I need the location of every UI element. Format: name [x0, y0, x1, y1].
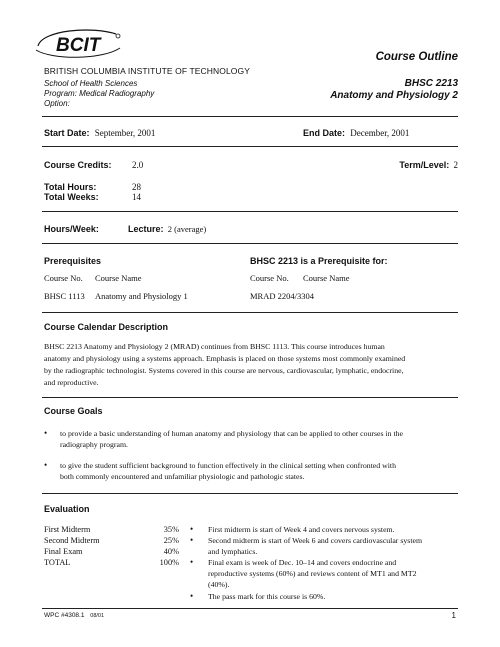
divider [42, 397, 458, 398]
term-level-value: 2 [453, 160, 458, 170]
end-date-label: End Date: [303, 128, 346, 138]
eval-label: TOTAL [44, 558, 71, 567]
bullet-icon: • [190, 524, 194, 534]
end-date [303, 128, 409, 138]
prereq-course-name: Anatomy and Physiology 1 [95, 291, 188, 301]
eval-note-line: Final exam is week of Dec. 10–14 and covers endocrine and [208, 558, 397, 567]
eval-note-line: (40%). [208, 580, 230, 589]
eval-note-line: reproductive systems (60%) and reviews content of MT1 and MT2 [208, 569, 417, 578]
prereq-for-course-no: MRAD 2204/3304 [250, 291, 314, 301]
footer-doc-number: WPC #4308.1 [44, 612, 85, 619]
lecture-label: Lecture: [128, 224, 164, 234]
prereq-col-name: Course Name [95, 273, 142, 283]
course-code: BHSC 2213 [404, 78, 458, 89]
course-credits-value: 2.0 [132, 160, 144, 170]
bullet-icon: • [190, 535, 194, 545]
bcit-logo [32, 24, 128, 64]
description-line: BHSC 2213 Anatomy and Physiology 2 (MRAD) continues from BHSC 1113. This course introduces human [44, 342, 385, 351]
total-weeks-value: 14 [132, 192, 141, 202]
prereq-course-no: BHSC 1113 [44, 291, 85, 301]
divider [42, 312, 458, 313]
prereq-for-col-no: Course No. [250, 273, 289, 283]
bullet-icon: • [44, 428, 48, 438]
eval-label: Final Exam [44, 547, 83, 556]
eval-value: 25% [163, 536, 179, 545]
end-date-value: December, 2001 [350, 128, 410, 138]
divider [42, 116, 458, 117]
prerequisites-heading: Prerequisites [44, 256, 102, 266]
course-credits-label: Course Credits: [44, 160, 112, 170]
total-weeks-label: Total Weeks: [44, 192, 99, 202]
eval-value: 100% [159, 558, 179, 567]
eval-label: First Midterm [44, 525, 91, 534]
goals-heading: Course Goals [44, 406, 103, 416]
school-name: School of Health Sciences [44, 79, 138, 88]
eval-note-line: and lymphatics. [208, 547, 258, 556]
total-hours-value: 28 [132, 182, 141, 192]
description-line: and reproductive. [44, 378, 99, 387]
eval-value: 40% [163, 547, 179, 556]
divider [42, 493, 458, 494]
goal-item-line: to give the student sufficient background to function effectively in the clinical setting when confronted with [60, 461, 396, 470]
lecture-value: 2 (average) [167, 224, 207, 234]
hours-week-label: Hours/Week: [44, 224, 99, 234]
program-name: Program: Medical Radiography [44, 89, 155, 98]
institute-name: BRITISH COLUMBIA INSTITUTE OF TECHNOLOGY [44, 66, 250, 76]
option-label: Option: [44, 99, 70, 108]
divider [42, 211, 458, 212]
description-line: by the radiographic technologist. Systems covered in this course are nervous, cardiovascular, lymphatic, endocrine, [44, 366, 404, 375]
bullet-icon: • [44, 460, 48, 470]
eval-note-line: First midterm is start of Week 4 and covers nervous system. [208, 525, 395, 534]
prerequisite-for-heading: BHSC 2213 is a Prerequisite for: [250, 256, 388, 266]
page-number: 1 [451, 611, 456, 620]
bullet-icon: • [190, 557, 194, 567]
divider [42, 146, 458, 147]
prereq-col-no: Course No. [44, 273, 83, 283]
divider [42, 608, 458, 609]
doc-type-title: Course Outline [375, 51, 458, 63]
description-line: anatomy and physiology using a systems approach. Emphasis is placed on those systems most commonly examined [44, 354, 406, 363]
eval-note-line: The pass mark for this course is 60%. [208, 592, 326, 601]
lecture-hours [128, 224, 206, 234]
course-title: Anatomy and Physiology 2 [330, 90, 458, 101]
goal-item-line: to provide a basic understanding of human anatomy and physiology that can be applied to other courses in the [60, 429, 403, 438]
footer-doc-id [44, 612, 104, 619]
goal-item-line: both commonly encountered and unfamiliar physiologic and pathologic states. [60, 472, 305, 481]
evaluation-heading: Evaluation [44, 504, 90, 514]
start-date-label: Start Date: [44, 128, 90, 138]
start-date [44, 128, 155, 138]
term-level-label: Term/Level: [399, 160, 450, 170]
term-level [399, 160, 458, 170]
footer-date: 08/01 [90, 613, 105, 619]
logo-text: BCIT [56, 35, 101, 56]
description-heading: Course Calendar Description [44, 322, 169, 332]
eval-value: 35% [163, 525, 179, 534]
start-date-value: September, 2001 [94, 128, 156, 138]
eval-label: Second Midterm [44, 536, 100, 545]
prereq-for-col-name: Course Name [303, 273, 350, 283]
total-hours-label: Total Hours: [44, 182, 97, 192]
eval-note-line: Second midterm is start of Week 6 and covers cardiovascular system [208, 536, 423, 545]
divider [42, 243, 458, 244]
bullet-icon: • [190, 591, 194, 601]
goal-item-line: radiography program. [60, 440, 128, 449]
